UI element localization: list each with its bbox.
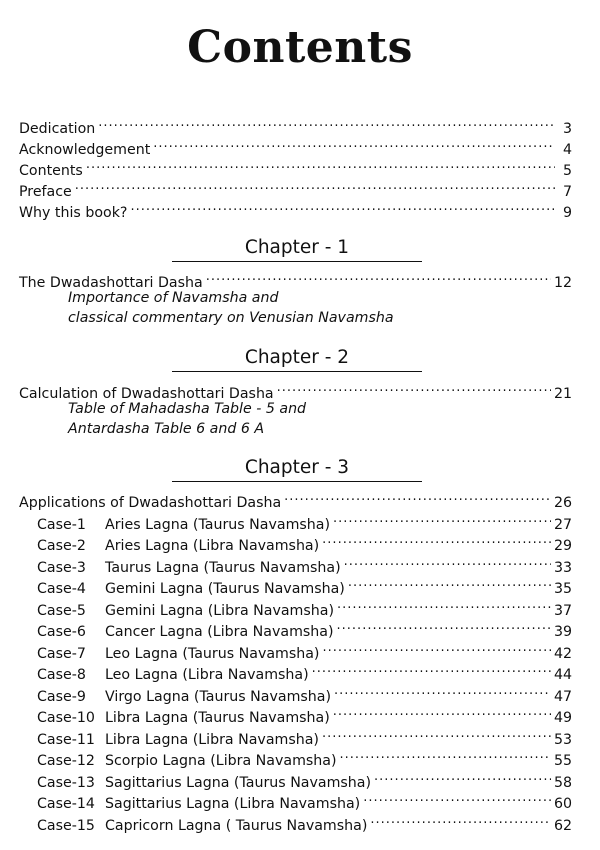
toc-case-entry[interactable] [19,702,572,726]
toc-entry-title: Capricorn Lagna ( Taurus Navamsha) [105,818,368,834]
dot-leader [277,378,551,398]
toc-entry-page: 58 [553,775,572,791]
case-label: Case-5 [37,603,86,619]
toc-entry-page: 35 [553,581,572,597]
toc-entry-title: The Dwadashottari Dasha [19,275,203,291]
toc-case-entry[interactable] [19,745,572,769]
dot-leader [333,509,551,529]
toc-entry-page: 9 [562,205,572,221]
toc-entry-title: Cancer Lagna (Libra Navamsha) [105,624,334,640]
dot-leader [333,702,551,722]
toc-case-entry[interactable] [19,724,572,748]
case-label: Case-7 [37,646,86,662]
case-label: Case-4 [37,581,86,597]
chapter-2-note: Antardasha Table 6 and 6 A [68,421,265,437]
toc-entry-dwadashottari-dasha[interactable] [19,267,572,291]
case-label: Case-9 [37,689,86,705]
toc-entry-applications[interactable] [19,487,572,511]
toc-entry-page: 39 [553,624,572,640]
toc-entry-title: Contents [19,163,83,179]
toc-entry-page: 4 [562,142,572,158]
chapter-2-rule [172,371,422,372]
toc-entry-title: Calculation of Dwadashottari Dasha [19,386,274,402]
toc-entry-title: Virgo Lagna (Taurus Navamsha) [105,689,332,705]
toc-entry-title: Taurus Lagna (Taurus Navamsha) [105,560,341,576]
chapter-3-heading: Chapter - 3 [244,457,350,478]
toc-entry-title: Leo Lagna (Libra Navamsha) [105,667,309,683]
case-label: Case-8 [37,667,86,683]
dot-leader [75,176,555,196]
toc-case-entry[interactable] [19,638,572,662]
case-label: Case-13 [37,775,95,791]
dot-leader [374,767,551,787]
toc-case-entry[interactable] [19,810,572,834]
case-label: Case-3 [37,560,86,576]
toc-entry-title: Aries Lagna (Libra Navamsha) [105,538,320,554]
toc-entry-page: 49 [553,710,572,726]
toc-entry-page: 3 [562,121,572,137]
toc-entry-title: Sagittarius Lagna (Libra Navamsha) [105,796,361,812]
toc-entry-title: Dedication [19,121,96,137]
case-label: Case-10 [37,710,95,726]
toc-entry-calculation[interactable] [19,378,572,402]
case-label: Case-14 [37,796,95,812]
toc-case-entry[interactable] [19,681,572,705]
toc-entry-title: Libra Lagna (Libra Navamsha) [105,732,319,748]
dot-leader [348,573,551,593]
toc-case-entry[interactable] [19,616,572,640]
toc-entry-page: 12 [553,275,572,291]
toc-case-entry[interactable] [19,659,572,683]
toc-entry-page: 62 [553,818,572,834]
toc-case-entry[interactable] [19,552,572,576]
dot-leader [370,810,551,830]
toc-entry-page: 5 [562,163,572,179]
toc-entry-title: Sagittarius Lagna (Taurus Navamsha) [105,775,372,791]
dot-leader [322,530,551,550]
toc-case-entry[interactable] [19,788,572,812]
chapter-1-note: classical commentary on Venusian Navamsha [68,310,394,326]
toc-entry-why-this-book[interactable] [19,197,572,221]
toc-case-entry[interactable] [19,595,572,619]
dot-leader [337,616,551,636]
toc-entry-title: Leo Lagna (Taurus Navamsha) [105,646,320,662]
toc-entry-page: 26 [553,495,572,511]
case-label: Case-2 [37,538,86,554]
toc-entry-page: 55 [553,753,572,769]
case-label: Case-12 [37,753,95,769]
toc-entry-page: 21 [553,386,572,402]
toc-case-entry[interactable] [19,530,572,554]
toc-entry-page: 47 [553,689,572,705]
chapter-2-note: Table of Mahadasha Table - 5 and [68,401,307,417]
dot-leader [363,788,551,808]
toc-entry-title: Aries Lagna (Taurus Navamsha) [105,517,331,533]
chapter-2-heading: Chapter - 2 [244,347,350,368]
toc-entry-page: 37 [553,603,572,619]
toc-entry-page: 27 [553,517,572,533]
toc-entry-title: Why this book? [19,205,128,221]
dot-leader [284,487,551,507]
dot-leader [86,155,555,175]
chapter-1-heading: Chapter - 1 [244,237,350,258]
toc-entry-dedication[interactable] [19,113,572,137]
toc-case-entry[interactable] [19,767,572,791]
dot-leader [98,113,555,133]
toc-case-entry[interactable] [19,509,572,533]
toc-entry-page: 29 [553,538,572,554]
toc-entry-title: Applications of Dwadashottari Dasha [19,495,282,511]
toc-entry-page: 42 [553,646,572,662]
toc-entry-page: 44 [553,667,572,683]
dot-leader [322,638,550,658]
toc-entry-page: 60 [553,796,572,812]
case-label: Case-1 [37,517,86,533]
toc-entry-contents[interactable] [19,155,572,179]
toc-entry-title: Gemini Lagna (Taurus Navamsha) [105,581,345,597]
case-label: Case-15 [37,818,95,834]
toc-entry-title: Gemini Lagna (Libra Navamsha) [105,603,334,619]
toc-entry-title: Acknowledgement [19,142,151,158]
dot-leader [337,595,551,615]
dot-leader [206,267,551,287]
toc-entry-title: Preface [19,184,72,200]
dot-leader [344,552,551,572]
chapter-1-rule [172,261,422,262]
dot-leader [334,681,551,701]
case-label: Case-11 [37,732,95,748]
dot-leader [340,745,551,765]
dot-leader [312,659,551,679]
case-label: Case-6 [37,624,86,640]
dot-leader [130,197,555,217]
chapter-1-note: Importance of Navamsha and [68,290,279,306]
toc-entry-acknowledgement[interactable] [19,134,572,158]
dot-leader [153,134,555,154]
chapter-3-rule [172,481,422,482]
toc-entry-title: Libra Lagna (Taurus Navamsha) [105,710,330,726]
toc-entry-page: 53 [553,732,572,748]
toc-case-entry[interactable] [19,573,572,597]
toc-entry-page: 33 [553,560,572,576]
toc-entry-preface[interactable] [19,176,572,200]
dot-leader [322,724,551,744]
page-title: Contents [187,22,413,73]
toc-entry-title: Scorpio Lagna (Libra Navamsha) [105,753,337,769]
toc-entry-page: 7 [562,184,572,200]
